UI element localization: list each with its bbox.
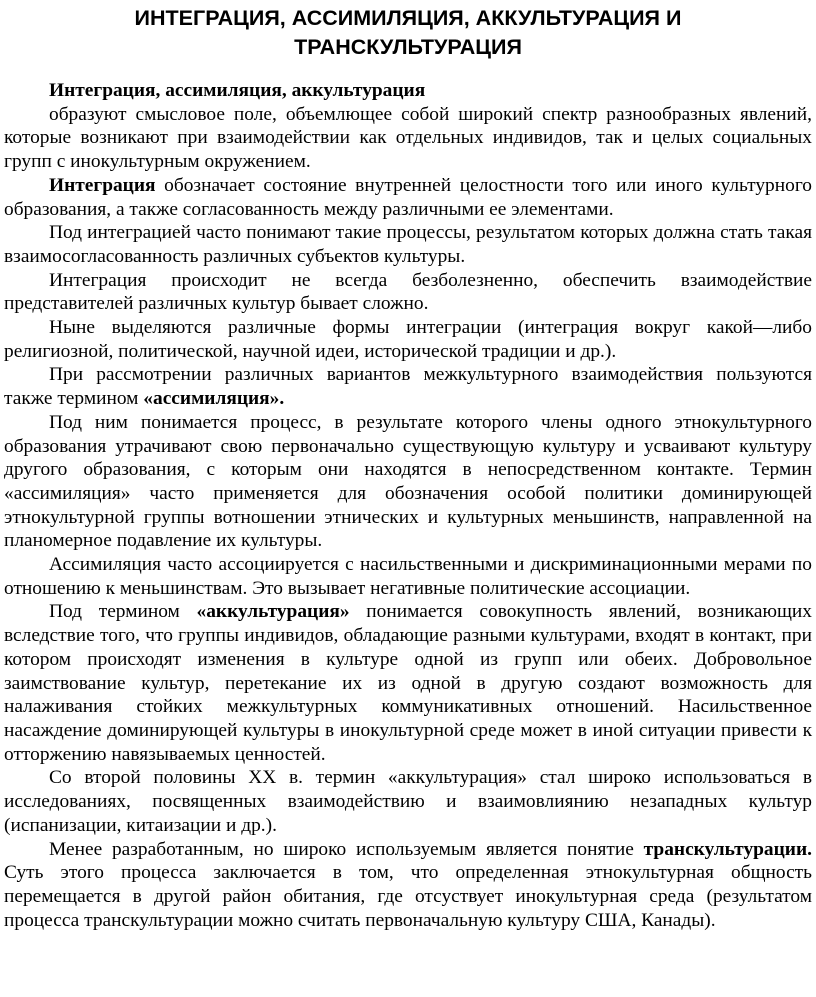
term-transculturation: транскультурации. (643, 838, 812, 860)
paragraph: Интеграция обозначает состояние внутренней целостности того или иного культурного образования, а также согласованность между различными ее элементами. (4, 174, 812, 220)
paragraph: Со второй половины XX в. термин «аккультурация» стал широко использоваться в исследованиях, посвященных взаимодействию и взаимовлиянию незападных культур (испанизации, китаизации и др.). (4, 767, 812, 836)
paragraph: Под интеграцией часто понимают такие процессы, результатом которых должна стать такая взаимосогласованность различных субъектов культуры. (4, 222, 812, 267)
title-line-2: ТРАНСКУЛЬТУРАЦИЯ (294, 35, 522, 59)
term-acculturation: «аккультурация» (196, 601, 350, 623)
term-assimilation: «ассимиляция». (143, 388, 285, 410)
paragraph: Менее разработанным, но широко используемым является понятие транскультурации. Суть этого процесса заключается в том, что определенная этнокультурная общность перемещается в другой район обитания, где отсуствует инокультурная среда (результатом процесса транскультурации можно считать первоначальную культуру США, Канады). (4, 838, 812, 931)
section-subheading: Интеграция, ассимиляция, аккультурация (49, 80, 426, 101)
paragraph: Интеграция происходит не всегда безболезненно, обеспечить взаимодействие представителей различных культур бывает сложно. (4, 269, 812, 315)
paragraph: Под ним понимается процесс, в результате которого члены одного этнокультурного образования утрачивают свою первоначально существующую культуру и усваивают культуру другого образования, с которым они находятся в непосредственном контакте. Термин «ассимиляция» часто применяется для обозначения особой политики доминирующей этнокультурной группы вотношении этнических и культурных меньшинств, направленной на планомерное подавление их культуры. (4, 411, 812, 552)
paragraph: Ныне выделяются различные формы интеграции (интеграция вокруг какой—либо религиозной, политической, научной идеи, исторической традиции и др.). (4, 317, 812, 362)
term-integration: Интеграция (49, 174, 156, 196)
paragraph: Под термином «аккультурация» понимается совокупность явлений, возникающих вследствие того, что группы индивидов, обладающие разными культурами, входят в контакт, при котором происходят изменения в культуре одной из групп или обеих. Добровольное заимствование культур, перетекание их из одной в другую создают возможность для налаживания стойких межкультурных коммуникативных отношений. Насильственное насаждение доминирующей культуры в инокультурной среде может в иной ситуации привести к отторжению навязываемых ценностей. (4, 601, 812, 765)
document-body (4, 79, 812, 932)
title-line-1: ИНТЕГРАЦИЯ, АССИМИЛЯЦИЯ, АККУЛЬТУРАЦИЯ И (134, 6, 682, 30)
paragraph: Ассимиляция часто ассоциируется с насильственными и дискриминационными мерами по отношению к меньшинствам. Это вызывает негативные политические ассоциации. (4, 554, 812, 599)
document-title (0, 4, 816, 62)
paragraph: При рассмотрении различных вариантов межкультурного взаимодействия пользуются также термином «ассимиляция». (4, 364, 812, 410)
paragraph: образуют смысловое поле, объемлющее собой широкий спектр разнообразных явлений, которые возникают при взаимодействии как отдельных индивидов, так и целых социальных групп с инокультурным окружением. (4, 103, 812, 173)
